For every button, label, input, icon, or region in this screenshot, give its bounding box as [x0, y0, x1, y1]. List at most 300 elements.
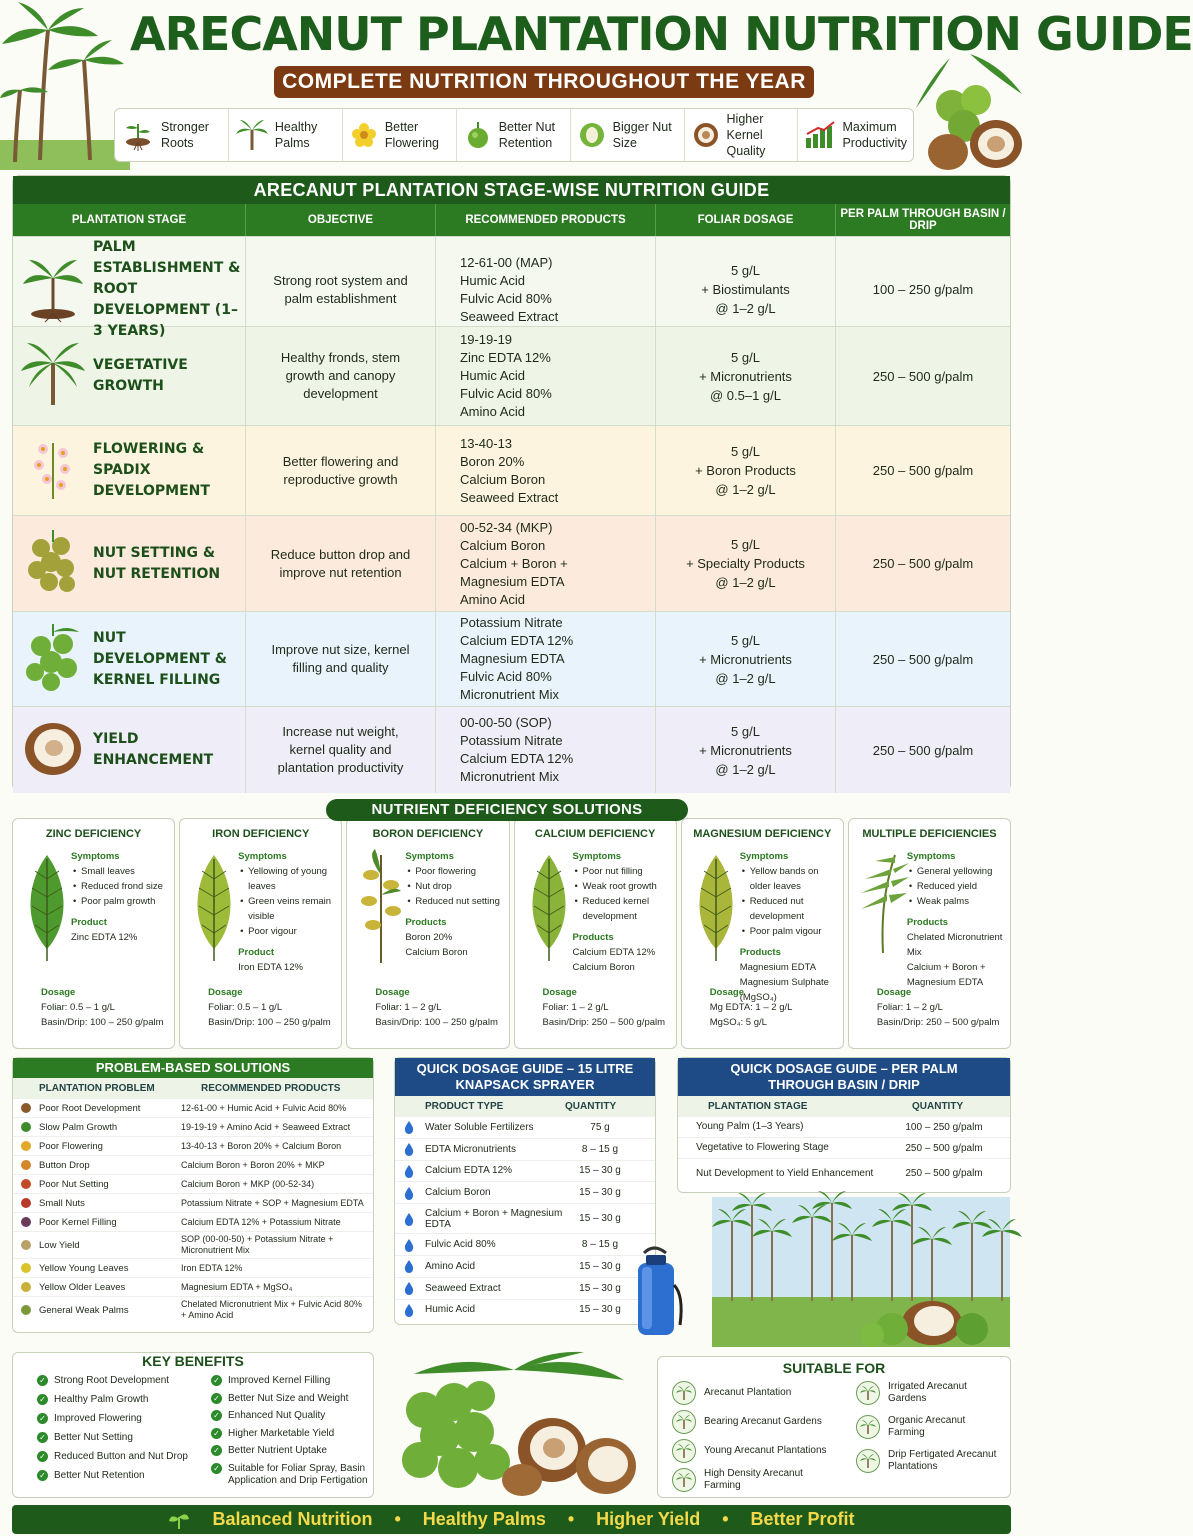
- check-icon: ✓: [211, 1463, 222, 1474]
- key-benefits: [12, 1352, 374, 1498]
- symptom-item: • Green veins remain visible: [238, 894, 337, 924]
- objective-cell: Healthy fronds, stem growth and canopy development: [246, 327, 436, 425]
- product-item: Magnesium EDTA: [460, 573, 565, 589]
- symptom-item: • Reduced frond size: [71, 879, 170, 894]
- symptoms-heading: Symptoms: [71, 851, 120, 862]
- product-item: Seaweed Extract: [460, 489, 559, 505]
- sprout-icon: [168, 1509, 190, 1531]
- problem-products: Calcium Boron + MKP (00-52-34): [181, 1178, 315, 1189]
- suitable-text: Drip Fertigated Arecanut Plantations: [888, 1449, 997, 1472]
- palm-icon: [672, 1468, 696, 1492]
- palm-icon: [856, 1415, 880, 1439]
- deficiency-grid: [12, 818, 1011, 1049]
- benefit-text: Higher Marketable Yield: [228, 1427, 335, 1439]
- problem-name: Yellow Older Leaves: [39, 1281, 126, 1293]
- problem-name: Poor Flowering: [39, 1140, 103, 1152]
- benefit-item: [37, 1451, 207, 1463]
- product-item: 00-00-50 (SOP): [460, 715, 552, 730]
- drop-icon: [403, 1238, 415, 1252]
- check-icon: ✓: [211, 1428, 222, 1439]
- basin-dosage-guide: [677, 1057, 1011, 1193]
- symptom-item: • Poor palm growth: [71, 894, 170, 909]
- footer-banner: [12, 1505, 1011, 1534]
- dosage-line: 5 g/L: [731, 263, 760, 278]
- dosage-heading: Dosage: [208, 987, 243, 998]
- dosage-line: + Boron Products: [695, 463, 796, 478]
- footer-dot: •: [394, 1509, 401, 1529]
- dosage-line: MgSO₄: 5 g/L: [709, 1017, 767, 1028]
- deficiency-title: NUTRIENT DEFICIENCY SOLUTIONS: [326, 799, 688, 821]
- stage-label: Nut Development to Yield Enhancement: [696, 1167, 874, 1179]
- benefit-nut-retention: [457, 109, 571, 161]
- stage-cell: [13, 707, 246, 793]
- drop-icon: [403, 1303, 415, 1317]
- benefit-text: Better Nut Size and Weight: [228, 1392, 349, 1404]
- symptom-item: • Small leaves: [71, 864, 170, 879]
- deficiency-card: [346, 818, 509, 1049]
- symptom-item: • Weak palms: [907, 894, 1006, 909]
- product-type: Seaweed Extract: [425, 1282, 501, 1294]
- symptom-item: • Poor vigour: [238, 924, 337, 939]
- benefit-better-flowering: [343, 109, 457, 161]
- problem-based-solutions: [12, 1057, 374, 1333]
- product-item: Potassium Nitrate: [460, 615, 563, 630]
- product-item: Calcium + Boron +: [460, 555, 568, 571]
- benefit-text: Better Nut Retention: [54, 1470, 145, 1481]
- product-item: Zinc EDTA 12%: [460, 350, 551, 365]
- basin-cell: 250 – 500 g/palm: [872, 651, 974, 667]
- suitable-item: [672, 1410, 840, 1434]
- check-icon: ✓: [37, 1432, 48, 1443]
- deficiency-details: [71, 849, 170, 945]
- check-icon: ✓: [37, 1394, 48, 1405]
- objective-cell: Strong root system and palm establishment: [246, 237, 436, 342]
- palm-icon: [672, 1381, 696, 1405]
- product-type: Calcium + Boron + Magnesium EDTA: [425, 1207, 563, 1230]
- product-item: Calcium EDTA 12%: [572, 947, 656, 958]
- benefit-label: Stronger Roots: [161, 120, 209, 150]
- dosage-line: Basin/Drip: 250 – 500 g/palm: [876, 1017, 1000, 1028]
- benefit-item: [211, 1393, 371, 1405]
- drop-icon: [403, 1212, 415, 1226]
- stage-table-header: [13, 204, 1010, 236]
- products-block: [405, 915, 504, 960]
- problem-products: 12-61-00 + Humic Acid + Fulvic Acid 80%: [181, 1102, 347, 1113]
- symptom-item: • Reduced nut development: [740, 894, 839, 924]
- check-icon: ✓: [37, 1413, 48, 1424]
- check-icon: ✓: [37, 1451, 48, 1462]
- leaf-icon: [855, 845, 911, 960]
- kernel-icon: [691, 120, 721, 150]
- spadix-icon: [21, 433, 85, 508]
- drop-icon: [403, 1186, 415, 1200]
- dosage-line: Basin/Drip: 100 – 250 g/palm: [41, 1017, 164, 1028]
- drop-icon: [403, 1164, 415, 1178]
- dosage-heading: Dosage: [876, 987, 912, 998]
- benefit-label: Better Flowering: [384, 120, 439, 150]
- product-type: Calcium EDTA 12%: [425, 1165, 513, 1177]
- product-item: Seaweed Extract: [460, 308, 559, 324]
- sprout-roots-icon: [121, 118, 155, 152]
- problem-products: Potassium Nitrate + SOP + Magnesium EDTA: [181, 1197, 364, 1208]
- seedling-icon: [21, 252, 85, 327]
- dosage-block: [41, 985, 172, 1030]
- check-icon: ✓: [211, 1445, 222, 1456]
- dosage-line: @ 1–2 g/L: [715, 670, 776, 686]
- benefit-text: Healthy Palm Growth: [54, 1394, 149, 1405]
- drop-icon: [403, 1281, 415, 1295]
- knapsack-row: [395, 1299, 655, 1321]
- product-item: Micronutrient Mix: [460, 769, 559, 784]
- stage-cell: [13, 426, 246, 515]
- palm-icon: [235, 118, 269, 152]
- deficiency-details: [573, 849, 672, 975]
- benefit-label: Better Nut Retention: [498, 120, 555, 150]
- column-header: PLANTATION STAGE: [13, 204, 246, 236]
- dosage-block: [877, 985, 1008, 1030]
- benefit-label: Maximum Productivity: [842, 120, 908, 150]
- product-item: Chelated Micronutrient Mix: [906, 932, 1003, 958]
- suitable-item: [672, 1468, 840, 1492]
- deficiency-details: [238, 849, 337, 975]
- problem-products: Calcium EDTA 12% + Potassium Nitrate: [181, 1216, 341, 1227]
- dosage-heading: Dosage: [41, 987, 76, 998]
- benefit-kernel-quality: [685, 109, 799, 161]
- benefit-text: Strong Root Development: [54, 1375, 170, 1386]
- column-header: QUANTITY: [565, 1100, 617, 1112]
- dosage-line: 5 g/L: [731, 632, 760, 648]
- column-header: FOLIAR DOSAGE: [656, 204, 836, 236]
- benefits-strip: [114, 108, 914, 162]
- symptoms-list: [907, 864, 1006, 909]
- basin-cell: 250 – 500 g/palm: [872, 463, 974, 478]
- problem-name: Small Nuts: [39, 1197, 85, 1209]
- product-quantity: 15 – 30 g: [579, 1187, 621, 1199]
- benefit-item: [37, 1470, 207, 1482]
- products-heading: Products: [572, 932, 614, 943]
- dosage-line: @ 1–2 g/L: [715, 761, 776, 777]
- symptom-item: • Poor flowering: [405, 864, 504, 879]
- deficiency-name: ZINC DEFICIENCY: [45, 828, 142, 840]
- problem-name: Poor Kernel Filling: [39, 1216, 117, 1228]
- leaf-icon: [186, 845, 242, 970]
- benefit-item: [37, 1375, 207, 1387]
- symptoms-heading: Symptoms: [739, 851, 789, 862]
- basin-row: [678, 1116, 1010, 1137]
- problem-icon: [21, 1305, 31, 1315]
- products-cell: [436, 516, 656, 611]
- product-item: Humic Acid: [460, 368, 526, 383]
- check-icon: ✓: [211, 1410, 222, 1421]
- problem-name: Poor Root Development: [39, 1102, 141, 1114]
- problem-products: Chelated Micronutrient Mix + Fulvic Acid 80% + Amino Acid: [181, 1299, 362, 1320]
- dosage-block: [543, 985, 674, 1030]
- products-cell: [436, 612, 656, 706]
- problem-products: 13-40-13 + Boron 20% + Calcium Boron: [181, 1140, 342, 1151]
- product-quantity: 15 – 30 g: [579, 1213, 621, 1225]
- dosage-block: [375, 985, 506, 1030]
- suitable-for-title: SUITABLE FOR: [782, 1360, 886, 1376]
- product-item: Calcium EDTA 12%: [460, 633, 574, 648]
- product-item: Zinc EDTA 12%: [71, 932, 138, 943]
- product-quantity: 15 – 30 g: [579, 1260, 621, 1272]
- product-item: Humic Acid: [460, 272, 526, 288]
- benefit-stronger-roots: [115, 109, 229, 161]
- dosage-block: [208, 985, 339, 1030]
- symptoms-heading: Symptoms: [906, 851, 956, 862]
- dosage-line: + Specialty Products: [686, 556, 805, 571]
- problem-icon: [21, 1282, 31, 1292]
- column-header: PLANTATION PROBLEM: [39, 1082, 155, 1094]
- leaf-icon: [521, 845, 577, 970]
- problem-name: General Weak Palms: [39, 1304, 129, 1316]
- symptoms-heading: Symptoms: [238, 851, 287, 862]
- suitable-text: Bearing Arecanut Gardens: [704, 1416, 822, 1427]
- stage-table-body: [13, 236, 1010, 793]
- check-icon: ✓: [37, 1470, 48, 1481]
- suitable-for: [657, 1356, 1011, 1498]
- palm-icon: [856, 1381, 880, 1405]
- dosage-line: Foliar: 0.5 – 1 g/L: [41, 1002, 115, 1013]
- suitable-text: Irrigated Arecanut Gardens: [888, 1381, 967, 1404]
- stage-cell: [13, 327, 246, 425]
- key-benefits-title: KEY BENEFITS: [142, 1353, 244, 1369]
- column-header: PRODUCT TYPE: [425, 1100, 504, 1112]
- product-quantity: 75 g: [590, 1121, 610, 1133]
- suitable-item: [672, 1381, 840, 1405]
- product-quantity: 15 – 30 g: [579, 1282, 621, 1294]
- benefit-text: Enhanced Nut Quality: [228, 1410, 326, 1421]
- young-palm-icon: [21, 339, 85, 414]
- product-item: Magnesium EDTA: [460, 651, 565, 666]
- problem-products: Magnesium EDTA + MgSO₄: [181, 1281, 293, 1292]
- problem-row: [13, 1296, 373, 1323]
- knapsack-body: [395, 1116, 655, 1320]
- problem-table-header: [13, 1078, 373, 1098]
- stage-name: NUT DEVELOPMENT & KERNEL FILLING: [93, 629, 228, 688]
- objective-cell: Improve nut size, kernel filling and quality: [246, 612, 436, 706]
- problem-row: [13, 1231, 373, 1258]
- product-item: Calcium EDTA 12%: [460, 751, 574, 766]
- problem-row: [13, 1155, 373, 1174]
- symptoms-list: [71, 864, 170, 909]
- stage-quantity: 100 – 250 g/palm: [905, 1121, 983, 1133]
- footer-item: Higher Yield: [596, 1509, 701, 1529]
- dosage-cell: [656, 327, 836, 425]
- benefit-item: [37, 1432, 207, 1444]
- benefit-item: [37, 1394, 207, 1406]
- benefit-item: [211, 1463, 371, 1487]
- stage-row: [13, 326, 1010, 425]
- column-header: RECOMMENDED PRODUCTS: [436, 204, 656, 236]
- products-cell: [436, 426, 656, 515]
- stage-name: NUT SETTING & NUT RETENTION: [93, 544, 221, 582]
- symptom-item: • Yellowing of young leaves: [238, 864, 337, 894]
- product-item: Magnesium EDTA: [739, 962, 817, 973]
- product-quantity: 8 – 15 g: [581, 1143, 619, 1155]
- symptom-item: • Poor nut filling: [573, 864, 672, 879]
- problem-icon: [21, 1122, 31, 1132]
- leaf-icon: [19, 845, 75, 970]
- products-block: [238, 945, 337, 975]
- suitable-item: [856, 1415, 1006, 1439]
- knapsack-dosage-guide: [394, 1057, 656, 1325]
- product-item: Amino Acid: [460, 404, 526, 419]
- problem-table-body: [13, 1098, 373, 1323]
- footer-dot: •: [722, 1509, 729, 1529]
- suitable-item: [856, 1381, 1006, 1405]
- product-item: 00-52-34 (MKP): [460, 519, 553, 535]
- stage-quantity: 250 – 500 g/palm: [905, 1168, 983, 1179]
- product-item: Magnesium Sulphate (MgSO₄): [739, 977, 829, 1003]
- drop-icon: [403, 1120, 415, 1134]
- basin-guide-body: [678, 1116, 1010, 1188]
- deficiency-card: [179, 818, 342, 1049]
- column-header: RECOMMENDED PRODUCTS: [201, 1082, 341, 1094]
- problem-name: Yellow Young Leaves: [39, 1262, 129, 1274]
- green-nut-icon: [577, 120, 607, 150]
- arecanut-illustration: [910, 48, 1024, 172]
- stage-row: [13, 706, 1010, 793]
- stage-row: [13, 236, 1010, 339]
- symptom-item: • Reduced yield: [907, 879, 1006, 894]
- footer-dot: •: [567, 1509, 575, 1529]
- dosage-line: + Micronutrients: [699, 742, 792, 758]
- benefit-text: Better Nutrient Uptake: [228, 1445, 327, 1456]
- problem-row: [13, 1258, 373, 1277]
- product-item: Boron 20%: [405, 932, 453, 943]
- benefit-text: Better Nut Setting: [54, 1432, 133, 1443]
- nut-icon: [463, 120, 493, 150]
- knapsack-header: [395, 1096, 655, 1116]
- product-item: Potassium Nitrate: [460, 733, 563, 748]
- symptom-item: • Weak root growth: [573, 879, 672, 894]
- problem-icon: [21, 1217, 31, 1227]
- objective-cell: Better flowering and reproductive growth: [246, 426, 436, 515]
- dosage-line: Mg EDTA: 1 – 2 g/L: [709, 1002, 793, 1013]
- footer-item: Balanced Nutrition: [212, 1509, 373, 1529]
- drop-icon: [403, 1259, 415, 1273]
- sprayer-icon: [628, 1245, 686, 1345]
- problem-row: [13, 1117, 373, 1136]
- product-item: Calcium Boron: [460, 471, 546, 487]
- leaf-icon: [353, 845, 409, 970]
- products-block: [907, 915, 1006, 990]
- deficiency-name: BORON DEFICIENCY: [372, 828, 484, 840]
- problem-products: Calcium Boron + Boron 20% + MKP: [181, 1159, 325, 1170]
- dosage-line: Foliar: 1 – 2 g/L: [542, 1002, 609, 1013]
- footer-item: Healthy Palms: [422, 1509, 546, 1529]
- product-type: Fulvic Acid 80%: [425, 1239, 496, 1251]
- dosage-heading: Dosage: [375, 987, 410, 998]
- symptoms-list: [740, 864, 839, 939]
- dosage-line: @ 0.5–1 g/L: [709, 387, 782, 403]
- column-header: QUANTITY: [912, 1100, 964, 1112]
- stage-name: PALM ESTABLISHMENT & ROOT DEVELOPMENT (1–3 YEARS): [93, 239, 241, 339]
- product-item: Fulvic Acid 80%: [460, 386, 552, 401]
- benefit-text: Suitable for Foliar Spray, Basin Application and Drip Fertigation: [228, 1462, 368, 1486]
- dosage-line: Foliar: 1 – 2 g/L: [876, 1002, 943, 1013]
- problem-icon: [21, 1240, 31, 1250]
- knapsack-row: [395, 1181, 655, 1203]
- deficiency-name: IRON DEFICIENCY: [212, 828, 310, 840]
- products-heading: Product: [71, 917, 107, 928]
- dosage-line: Basin/Drip: 100 – 250 g/palm: [375, 1017, 498, 1028]
- nut-bunch-icon: [21, 526, 85, 601]
- problem-name: Low Yield: [39, 1239, 80, 1251]
- product-quantity: 15 – 30 g: [579, 1165, 621, 1177]
- problem-products: Iron EDTA 12%: [181, 1262, 243, 1273]
- product-type: EDTA Micronutrients: [425, 1143, 516, 1155]
- product-item: 13-40-13: [460, 435, 513, 451]
- basin-guide-title: QUICK DOSAGE GUIDE – PER PALM THROUGH BASIN / DRIP: [678, 1058, 1010, 1096]
- product-item: Calcium Boron: [460, 537, 546, 553]
- check-icon: ✓: [211, 1393, 222, 1404]
- drip-icon: [856, 1449, 880, 1473]
- knapsack-row: [395, 1203, 655, 1233]
- dosage-cell: [656, 426, 836, 515]
- arecanut-bunch-illustration: [384, 1350, 646, 1500]
- deficiency-details: [405, 849, 504, 960]
- suitable-text: Organic Arecanut Farming: [888, 1415, 966, 1438]
- knapsack-title: QUICK DOSAGE GUIDE – 15 LITRE KNAPSACK SPRAYER: [395, 1058, 655, 1096]
- page-subtitle: COMPLETE NUTRITION THROUGHOUT THE YEAR: [274, 66, 814, 98]
- dosage-cell: [656, 612, 836, 706]
- product-quantity: 15 – 30 g: [579, 1304, 621, 1316]
- benefit-item: [211, 1375, 371, 1387]
- green-nut-bunch-icon: [21, 622, 85, 697]
- product-item: Iron EDTA 12%: [238, 962, 303, 973]
- benefit-text: Reduced Button and Nut Drop: [54, 1451, 188, 1462]
- products-block: [573, 930, 672, 975]
- symptoms-heading: Symptoms: [405, 851, 454, 862]
- deficiency-name: MAGNESIUM DEFICIENCY: [693, 828, 832, 840]
- leaf-icon: [688, 845, 744, 970]
- symptom-item: • Yellow bands on older leaves: [740, 864, 839, 894]
- product-type: Amino Acid: [425, 1260, 476, 1272]
- basin-row: [678, 1158, 1010, 1188]
- plantation-illustration: [712, 1197, 1010, 1347]
- palm-grove-illustration: [0, 0, 130, 170]
- problem-products: SOP (00-00-50) + Potassium Nitrate + Micronutrient Mix: [181, 1234, 334, 1255]
- products-block: [71, 915, 170, 945]
- dosage-line: Foliar: 1 – 2 g/L: [375, 1002, 442, 1013]
- problem-icon: [21, 1141, 31, 1151]
- knapsack-row: [395, 1160, 655, 1182]
- products-cell: [436, 707, 656, 793]
- problem-row: [13, 1212, 373, 1231]
- problem-row: [13, 1174, 373, 1193]
- problem-products: 19-19-19 + Amino Acid + Seaweed Extract: [181, 1121, 351, 1132]
- dosage-heading: Dosage: [709, 987, 745, 998]
- benefit-label: Higher Kernel Quality: [726, 112, 766, 158]
- dosage-line: Basin/Drip: 250 – 500 g/palm: [542, 1017, 666, 1028]
- deficiency-card: [514, 818, 677, 1049]
- products-heading: Products: [739, 947, 781, 958]
- basin-cell: 250 – 500 g/palm: [872, 742, 974, 758]
- suitable-text: Arecanut Plantation: [704, 1387, 792, 1398]
- deficiency-card: [848, 818, 1011, 1049]
- column-header: PLANTATION STAGE: [708, 1100, 808, 1112]
- stage-table-title: ARECANUT PLANTATION STAGE-WISE NUTRITION GUIDE: [13, 176, 1010, 204]
- check-icon: ✓: [37, 1375, 48, 1386]
- flower-icon: [349, 120, 379, 150]
- product-item: Fulvic Acid 80%: [460, 290, 552, 306]
- symptom-item: • Nut drop: [405, 879, 504, 894]
- product-type: Calcium Boron: [425, 1187, 491, 1199]
- dosage-line: @ 1–2 g/L: [715, 575, 776, 590]
- product-item: Micronutrient Mix: [460, 687, 559, 702]
